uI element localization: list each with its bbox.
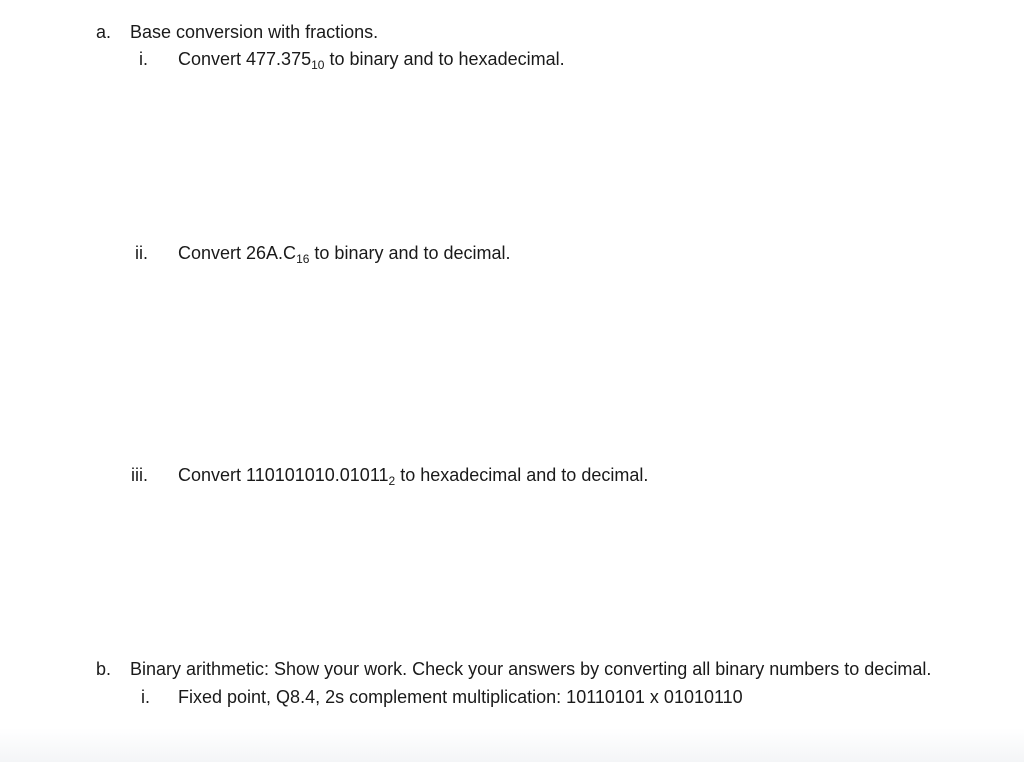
- section-a-marker: a.: [96, 22, 112, 42]
- base-subscript: 2: [388, 474, 396, 488]
- item-marker: i.: [141, 687, 150, 707]
- section-b-marker: b.: [96, 659, 112, 679]
- item-marker: i.: [139, 49, 148, 69]
- item-text: [178, 48, 565, 70]
- item-text-main: Convert 477.375: [178, 49, 312, 69]
- item-marker: ii.: [135, 243, 148, 263]
- item-text-rest: to binary and to decimal.: [309, 243, 511, 263]
- item-text: [178, 242, 511, 264]
- item-marker: iii.: [131, 465, 148, 485]
- item-text-rest: to binary and to hexadecimal.: [324, 49, 565, 69]
- item-text: [178, 464, 648, 486]
- item-text: Fixed point, Q8.4, 2s complement multiplication: 10110101 x 01010110: [178, 687, 743, 707]
- item-text-main: Convert 26A.C: [178, 243, 297, 263]
- base-subscript: 16: [296, 252, 310, 266]
- page-bottom-edge: [0, 728, 1024, 762]
- section-b-heading: Binary arithmetic: Show your work. Check your answers by converting all binary numbers to decimal.: [130, 659, 932, 679]
- item-text-main: Convert 110101010.01011: [178, 465, 389, 485]
- section-a-heading: Base conversion with fractions.: [130, 22, 379, 42]
- item-text-rest: to hexadecimal and to decimal.: [395, 465, 649, 485]
- base-subscript: 10: [311, 58, 325, 72]
